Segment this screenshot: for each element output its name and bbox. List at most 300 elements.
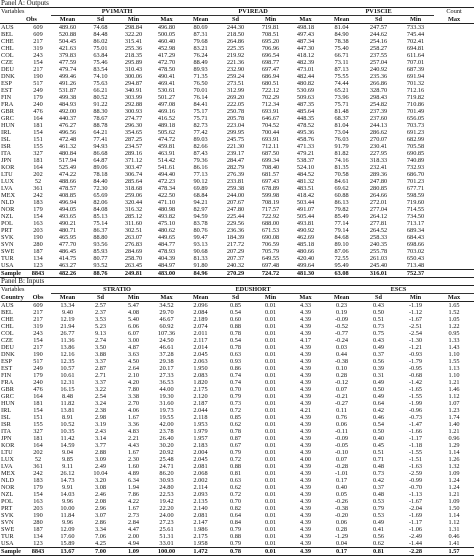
table-row <box>0 192 474 199</box>
table-cell: 1.22 <box>448 323 460 330</box>
table-cell: 0.01 <box>265 533 277 540</box>
table-cell: 0.01 <box>265 540 277 547</box>
table-cell: 0.31 <box>373 372 385 379</box>
table-cell: 86.20 <box>159 470 174 477</box>
table-cell: 479.21 <box>296 150 315 157</box>
table-cell: 484.52 <box>296 171 315 178</box>
table-cell: 531.87 <box>58 87 77 94</box>
country-code: CHL <box>1 323 14 330</box>
table-cell: -0.27 <box>334 400 349 407</box>
table-cell: 2.096 <box>193 302 208 309</box>
country-code: CHE <box>1 38 14 45</box>
country-code: IRL <box>1 129 12 136</box>
panel-a-column-header: Mean <box>59 16 76 23</box>
table-cell: 60.92 <box>159 323 174 330</box>
table-cell: -0.12 <box>334 379 349 386</box>
table-cell: 459.81 <box>157 143 176 150</box>
table-cell: 697.43 <box>261 178 280 185</box>
table-cell: 697.48 <box>261 262 280 269</box>
table-cell: 9.96 <box>61 519 74 526</box>
table-cell: 0.01 <box>265 344 277 351</box>
table-row <box>0 351 474 358</box>
table-cell: 154 <box>33 491 43 498</box>
table-cell: 0.01 <box>265 358 277 365</box>
table-cell: 223.04 <box>226 122 245 129</box>
country-code: SVK <box>1 234 14 241</box>
table-cell: -0.20 <box>334 512 349 519</box>
table-cell: 0.07 <box>336 386 348 393</box>
table-cell: 530.69 <box>296 87 315 94</box>
table-cell: 2.08 <box>94 498 107 505</box>
table-cell: 88.80 <box>93 234 108 241</box>
table-cell: 0.48 <box>373 491 385 498</box>
table-cell: 0.01 <box>265 372 277 379</box>
table-cell: 2.093 <box>193 491 208 498</box>
table-cell: 66.71 <box>334 52 349 59</box>
table-cell: 1.05 <box>448 316 460 323</box>
table-cell: 1.953 <box>193 421 208 428</box>
table-cell-empty <box>434 157 474 164</box>
panel-b-header-row <box>0 294 474 302</box>
table-cell: 1.820 <box>193 379 208 386</box>
table-cell-empty <box>434 171 474 178</box>
table-cell: 2.083 <box>193 372 208 379</box>
panel-b-column-header: Sd <box>232 294 240 301</box>
table-cell: 75.40 <box>334 45 349 52</box>
panel-a-column-header: Max <box>447 15 461 23</box>
table-cell: 1.14 <box>448 449 460 456</box>
table-cell: 4.39 <box>300 512 312 519</box>
table-cell: 190 <box>33 234 43 241</box>
table-cell: 4.39 <box>300 470 312 477</box>
table-cell: 481.32 <box>296 178 315 185</box>
table-cell: -0.26 <box>334 498 349 505</box>
table-cell: 2.114 <box>193 484 208 491</box>
table-cell: 0.85 <box>230 414 242 421</box>
table-cell: 263.07 <box>124 234 143 241</box>
table-cell: 258.70 <box>124 255 143 262</box>
table-cell: 4.39 <box>300 435 312 442</box>
table-cell-empty <box>434 241 474 248</box>
table-row <box>0 372 474 379</box>
table-cell: 250.78 <box>226 108 245 115</box>
table-cell: 83.54 <box>93 66 108 73</box>
table-cell: 163 <box>33 220 43 227</box>
table-cell: 479.74 <box>58 66 77 73</box>
table-cell: 87.43 <box>193 150 208 157</box>
table-cell: 498.18 <box>296 24 315 31</box>
table-cell: 134 <box>33 533 43 540</box>
table-cell: 202 <box>33 171 43 178</box>
table-cell: 2.147 <box>193 519 208 526</box>
table-row <box>0 323 474 330</box>
table-cell-empty <box>434 73 474 80</box>
table-cell: -1.67 <box>408 316 423 323</box>
table-cell: 306.74 <box>124 171 143 178</box>
table-cell: 89.06 <box>93 164 108 171</box>
table-cell: 16.15 <box>60 386 75 393</box>
table-cell: 85.49 <box>334 213 349 220</box>
table-cell: 490.92 <box>296 227 315 234</box>
table-cell: 2.118 <box>193 414 208 421</box>
table-cell: 0.86 <box>230 365 242 372</box>
table-cell-empty <box>434 227 474 234</box>
table-cell: 0.01 <box>265 302 277 309</box>
table-row <box>0 129 474 136</box>
table-cell: 2.57 <box>94 302 107 309</box>
table-cell: 225.35 <box>226 45 245 52</box>
table-cell: 4.39 <box>300 533 312 540</box>
table-cell: 244.62 <box>369 31 388 38</box>
table-cell: 0.85 <box>230 302 242 309</box>
table-cell: 83.78 <box>193 220 208 227</box>
table-cell: 0.63 <box>230 477 242 484</box>
table-cell: 688.00 <box>261 220 280 227</box>
table-cell: -1.55 <box>408 393 423 400</box>
table-cell: 4.39 <box>300 442 312 449</box>
table-cell: 1.21 <box>448 491 460 498</box>
table-cell: 236.36 <box>226 227 245 234</box>
table-cell: 87.31 <box>193 31 208 38</box>
table-cell: 1.13 <box>448 365 460 372</box>
table-cell: 1.33 <box>448 337 460 344</box>
table-cell: 75.71 <box>334 101 349 108</box>
table-cell: 300.93 <box>124 108 143 115</box>
panel-a-table <box>0 7 474 278</box>
table-cell: -0.10 <box>334 449 349 456</box>
table-cell: 276.83 <box>124 241 143 248</box>
table-cell: 30.93 <box>159 477 174 484</box>
country-code: GBR <box>1 386 14 393</box>
table-cell: 318.68 <box>124 185 143 192</box>
table-cell: 0.72 <box>230 456 242 463</box>
country-code: USA <box>1 540 14 547</box>
table-cell: 0.01 <box>265 421 277 428</box>
table-cell: 698.77 <box>261 59 280 66</box>
country-code: LUX <box>1 178 14 185</box>
table-cell: 609 <box>33 24 43 31</box>
table-cell: 1.950 <box>193 365 208 372</box>
table-cell: 694.81 <box>406 45 425 52</box>
table-cell: 217 <box>33 66 43 73</box>
table-cell: 0.73 <box>373 323 385 330</box>
table-cell-empty <box>434 199 474 206</box>
country-code: TUR <box>1 255 14 262</box>
sample-row <box>0 270 474 278</box>
table-cell: 81.04 <box>334 24 349 31</box>
table-cell: 3.34 <box>94 526 107 533</box>
table-row <box>0 66 474 73</box>
sample-cell: 1.09 <box>117 548 150 556</box>
table-cell: 687.39 <box>406 66 425 73</box>
table-cell: 89.03 <box>193 136 208 143</box>
table-cell: 13.34 <box>60 302 75 309</box>
table-cell: 1.43 <box>448 344 460 351</box>
table-cell: 517 <box>33 358 43 365</box>
table-row <box>0 407 474 414</box>
country-code: CZE <box>1 337 13 344</box>
table-cell: 0.51 <box>373 449 385 456</box>
table-cell: 31.60 <box>159 400 174 407</box>
table-cell: 2.011 <box>193 330 208 337</box>
table-cell: 2.074 <box>193 323 208 330</box>
table-cell: 478.57 <box>58 185 77 192</box>
country-code: ITA <box>1 428 11 435</box>
table-cell: 230.41 <box>369 143 388 150</box>
table-cell: 91.79 <box>334 143 349 150</box>
table-cell: 472.48 <box>58 136 77 143</box>
table-cell: 478.52 <box>296 122 315 129</box>
table-cell: 2.30 <box>127 456 140 463</box>
table-cell: 1.09 <box>448 470 460 477</box>
table-row <box>0 143 474 150</box>
table-cell: 491.07 <box>296 206 315 213</box>
table-cell: 486.45 <box>58 248 77 255</box>
table-cell: 34.52 <box>159 302 174 309</box>
table-cell: 245.75 <box>226 136 245 143</box>
table-cell: 475.10 <box>157 220 176 227</box>
table-cell: 0.95 <box>448 330 460 337</box>
country-code: FIN <box>1 372 12 379</box>
table-cell: 0.51 <box>373 316 385 323</box>
panel-b-column-header: Min <box>409 294 422 301</box>
table-cell: 487.34 <box>296 38 315 45</box>
table-row <box>0 330 474 337</box>
table-cell: 12.19 <box>60 316 75 323</box>
table-cell: 703.02 <box>406 248 425 255</box>
panel-a-column-header: Sd <box>96 16 104 23</box>
table-cell: 221.30 <box>226 143 245 150</box>
table-row <box>0 302 474 310</box>
panel-b-column-header: Obs <box>32 293 44 301</box>
table-row <box>0 164 474 171</box>
table-cell-empty <box>434 206 474 213</box>
sample-cell: 1.57 <box>434 548 474 556</box>
table-cell: 3.53 <box>94 316 107 323</box>
table-cell: 83.21 <box>193 45 208 52</box>
table-cell: 7.06 <box>94 533 107 540</box>
table-cell: 181 <box>33 400 43 407</box>
table-cell: 0.75 <box>373 330 385 337</box>
table-cell: -0.05 <box>334 442 349 449</box>
table-cell: 1.979 <box>193 428 208 435</box>
table-cell: 0.07 <box>336 456 348 463</box>
panel-a-column-header: Sd <box>375 16 383 23</box>
table-cell: 25.48 <box>159 456 174 463</box>
country-code: LTU <box>1 171 13 178</box>
table-cell: 0.01 <box>265 505 277 512</box>
table-row <box>0 94 474 101</box>
table-cell: 0.01 <box>265 407 277 414</box>
table-cell: 0.88 <box>230 323 242 330</box>
table-cell: 91.80 <box>193 262 208 269</box>
table-row <box>0 463 474 470</box>
table-cell: 84.40 <box>93 178 108 185</box>
table-cell: 501.27 <box>157 94 176 101</box>
table-cell: 3.50 <box>94 344 107 351</box>
table-cell: -0.93 <box>408 351 423 358</box>
table-cell: 270.07 <box>369 136 388 143</box>
table-cell: 2.64 <box>127 365 140 372</box>
table-cell: 4.47 <box>127 526 140 533</box>
table-cell: 79.68 <box>193 38 208 45</box>
table-cell: 328.70 <box>369 87 388 94</box>
table-cell: 2.084 <box>193 309 208 316</box>
table-cell: 190 <box>33 351 43 358</box>
table-cell: 2.045 <box>193 456 208 463</box>
table-cell: 249 <box>33 87 43 94</box>
table-cell: 4.39 <box>300 316 312 323</box>
table-cell: 187 <box>33 526 43 533</box>
table-cell: 0.54 <box>373 421 385 428</box>
table-cell: 24.50 <box>159 337 174 344</box>
table-cell: 0.78 <box>230 330 242 337</box>
sample-cell: 8843 <box>25 548 51 556</box>
country-code: SWE <box>1 248 15 255</box>
table-cell: 1.67 <box>127 414 140 421</box>
table-cell: 154 <box>33 407 43 414</box>
table-cell: 0.01 <box>265 386 277 393</box>
table-cell: 218.50 <box>226 31 245 38</box>
table-cell: 463.27 <box>58 262 77 269</box>
table-cell: 2.38 <box>94 407 107 414</box>
table-cell: 5.47 <box>127 302 140 309</box>
table-cell: 107.36 <box>157 330 176 337</box>
table-cell: 2.96 <box>94 505 107 512</box>
table-cell: -1.51 <box>408 456 423 463</box>
table-cell: 490.21 <box>58 220 77 227</box>
table-cell: 155 <box>33 421 43 428</box>
table-cell: 249 <box>33 365 43 372</box>
sample-cell: 13.67 <box>51 548 84 556</box>
table-cell: 691.23 <box>406 129 425 136</box>
table-cell: -1.44 <box>408 540 423 547</box>
table-cell: 93.56 <box>93 241 108 248</box>
table-cell: 300.06 <box>124 73 143 80</box>
sample-cell: 0.17 <box>323 548 360 556</box>
sample-cell: 63.08 <box>323 270 360 278</box>
table-cell: 493.81 <box>296 220 315 227</box>
table-cell: 493.82 <box>157 213 176 220</box>
table-cell: 0.28 <box>336 372 348 379</box>
table-cell: 207.37 <box>226 255 245 262</box>
table-cell: 154 <box>33 213 43 220</box>
table-cell-empty <box>434 255 474 262</box>
table-cell: 233.81 <box>226 178 245 185</box>
table-cell: 1.12 <box>448 393 460 400</box>
table-cell: 1.65 <box>448 302 460 309</box>
panel-a-column-header: Max <box>160 16 173 23</box>
table-cell: 75.55 <box>334 73 349 80</box>
table-cell: 0.41 <box>373 526 385 533</box>
country-code: DEU <box>1 344 14 351</box>
table-cell: 75.01 <box>93 45 108 52</box>
table-cell: 712.16 <box>406 87 425 94</box>
table-cell: 244.00 <box>226 192 245 199</box>
table-cell: 680.51 <box>261 80 280 87</box>
table-cell: 609 <box>33 302 43 309</box>
table-cell: 287.25 <box>124 136 143 143</box>
table-cell: 60.88 <box>334 192 349 199</box>
table-cell: 448.35 <box>296 115 315 122</box>
table-row <box>0 122 474 129</box>
table-cell: 0.37 <box>373 484 385 491</box>
table-cell: 82.97 <box>193 206 208 213</box>
country-code: LTU <box>1 449 13 456</box>
table-cell: 705.58 <box>406 143 425 150</box>
table-cell: 8.48 <box>61 393 74 400</box>
table-cell: 708.19 <box>261 199 280 206</box>
table-cell: 2.87 <box>94 365 107 372</box>
table-cell: 217 <box>33 309 43 316</box>
table-cell: 2.189 <box>193 316 208 323</box>
table-cell: 217.72 <box>226 241 245 248</box>
table-row <box>0 38 474 45</box>
table-cell: -0.52 <box>334 323 349 330</box>
table-cell: 11.82 <box>60 400 75 407</box>
table-cell: 181 <box>33 157 43 164</box>
table-cell-empty <box>434 262 474 270</box>
table-cell: 2.175 <box>193 533 208 540</box>
table-cell: 14.03 <box>60 491 75 498</box>
panel-a-column-header: Max <box>299 16 312 23</box>
table-cell: 9.13 <box>94 330 107 337</box>
table-cell: 484.93 <box>58 101 77 108</box>
table-cell: 678.89 <box>261 185 280 192</box>
country-code: PRT <box>1 227 13 234</box>
table-cell: 646.67 <box>261 115 280 122</box>
table-cell: -1.66 <box>408 428 423 435</box>
table-row <box>0 344 474 351</box>
table-cell: 0.01 <box>265 526 277 533</box>
table-cell: 0.81 <box>230 470 242 477</box>
table-cell: 272.01 <box>369 199 388 206</box>
table-cell: 0.72 <box>230 407 242 414</box>
table-cell: 87.13 <box>334 66 349 73</box>
sample-cell-empty <box>434 270 474 278</box>
table-cell: 84.68 <box>334 234 349 241</box>
table-cell: 3.19 <box>94 421 107 428</box>
panel-a-group-pv1read: PV1READ <box>183 8 323 16</box>
table-cell: 315.41 <box>124 38 143 45</box>
table-cell: 22.20 <box>159 505 174 512</box>
table-cell: 26.77 <box>60 330 75 337</box>
country-code: ESP <box>1 358 12 365</box>
table-cell: 26.12 <box>60 470 75 477</box>
panel-a-title: Panel A: Outputs <box>1 0 49 7</box>
table-cell: 65.21 <box>334 87 349 94</box>
table-cell: 10.52 <box>60 421 75 428</box>
table-cell: 472.23 <box>157 178 176 185</box>
table-cell: -0.09 <box>334 316 349 323</box>
table-cell: 73.96 <box>334 94 349 101</box>
table-cell: 2.49 <box>94 463 107 470</box>
table-cell: 4.83 <box>127 428 140 435</box>
table-cell: 2.081 <box>193 512 208 519</box>
table-cell: 11.36 <box>60 337 75 344</box>
table-cell: 2.117 <box>193 337 208 344</box>
country-code: IRL <box>1 407 12 414</box>
table-cell: 478.34 <box>157 185 176 192</box>
table-cell: 75.63 <box>93 80 108 87</box>
table-cell: 12.31 <box>60 379 75 386</box>
table-row <box>0 213 474 220</box>
country-code: HUN <box>1 122 15 129</box>
table-cell: -0.21 <box>334 393 349 400</box>
table-cell: 480.84 <box>58 150 77 157</box>
table-row <box>0 262 474 270</box>
table-cell: 0.79 <box>230 449 242 456</box>
